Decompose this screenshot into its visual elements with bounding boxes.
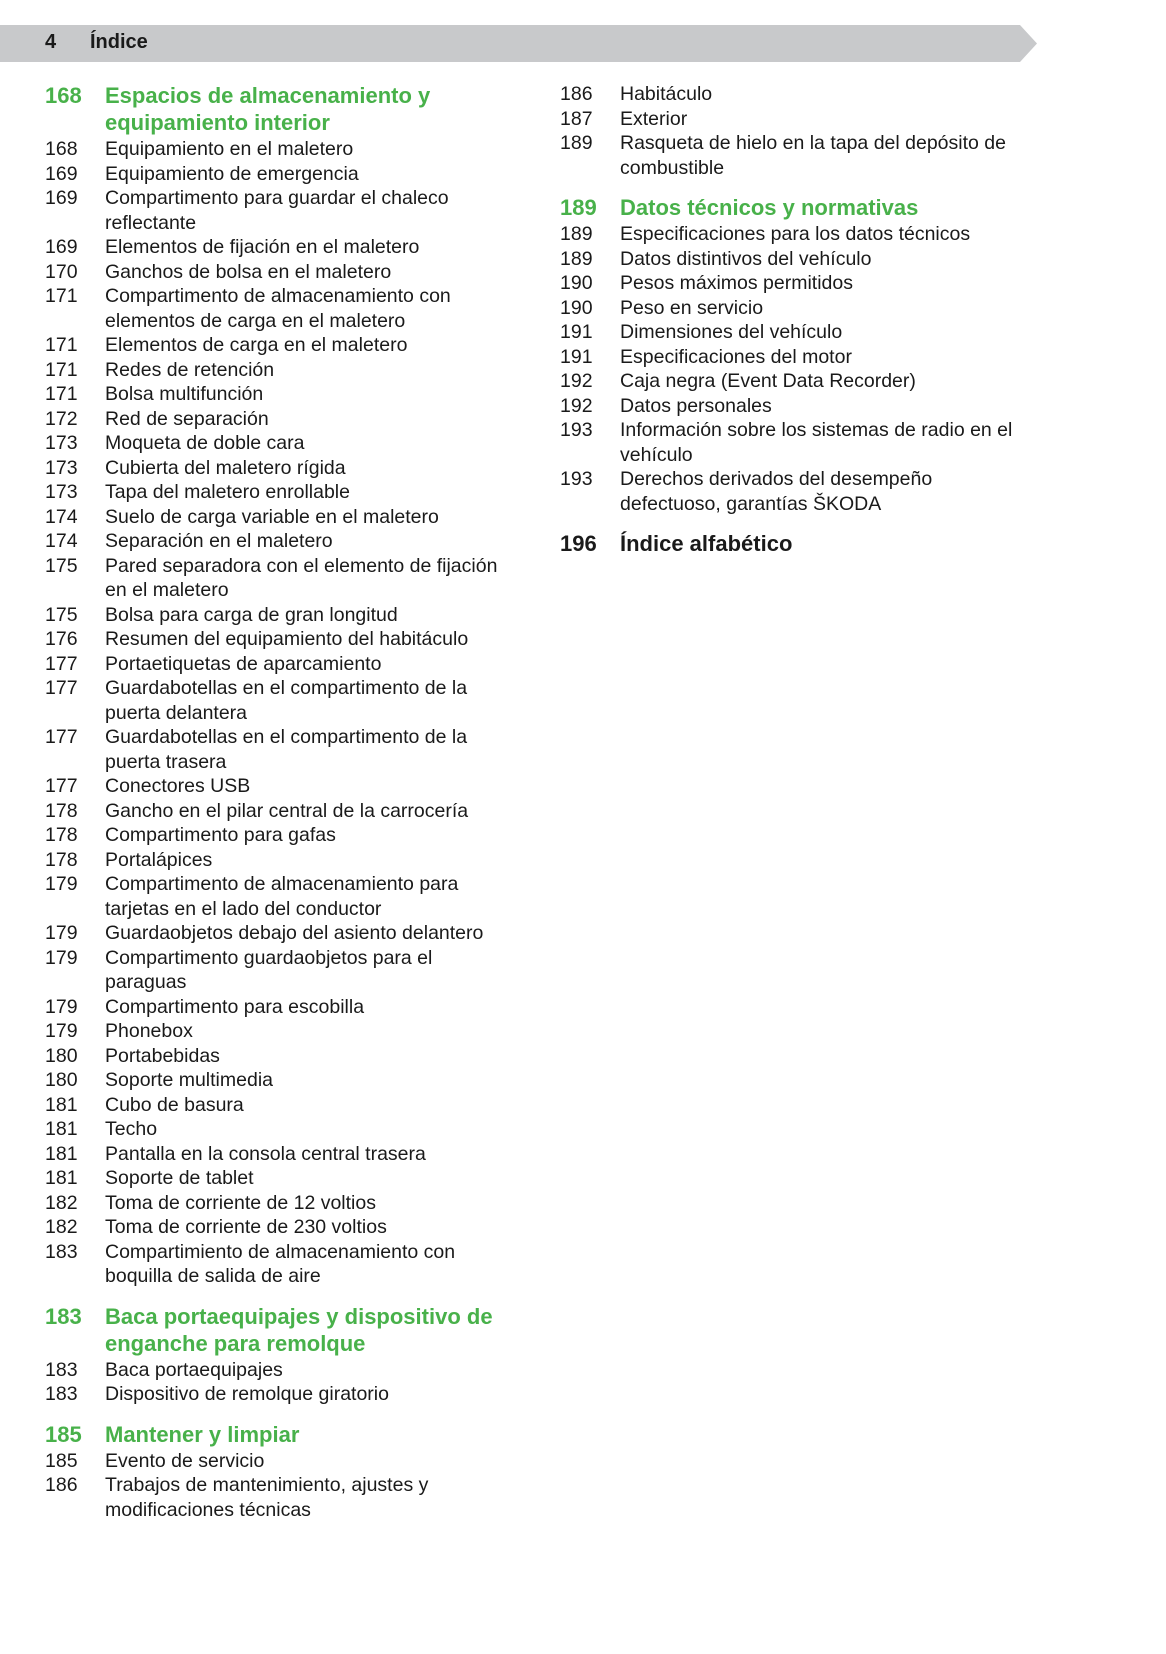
entry-title: Pesos máximos permitidos — [620, 272, 853, 294]
toc-entry[interactable] — [560, 467, 1040, 516]
entry-title: Baca portaequipajes — [105, 1358, 283, 1381]
toc-entry[interactable] — [45, 1044, 525, 1069]
toc-section-heading[interactable] — [45, 82, 525, 136]
toc-entry[interactable] — [45, 186, 525, 235]
entry-page-number: 182 — [45, 1191, 78, 1214]
toc-section — [45, 1303, 525, 1407]
entry-page-number: 189 — [560, 223, 593, 245]
entry-page-number: 177 — [45, 652, 78, 675]
entry-title: Compartimento para escobilla — [105, 995, 365, 1018]
toc-entry[interactable] — [45, 1166, 525, 1191]
toc-entry[interactable] — [560, 320, 1040, 345]
entry-title: Compartimento guardaobjetos para el paraguas — [105, 946, 433, 993]
entry-page-number: 192 — [560, 394, 593, 417]
entry-page-number: 186 — [560, 83, 593, 105]
entry-page-number: 192 — [560, 370, 593, 392]
entry-page-number: 183 — [45, 1240, 78, 1263]
entry-page-number: 181 — [45, 1093, 78, 1116]
entry-page-number: 177 — [45, 775, 78, 797]
toc-section — [560, 194, 1040, 516]
toc-entry[interactable] — [45, 774, 525, 799]
entry-title: Especificaciones del motor — [620, 345, 852, 368]
toc-entry[interactable] — [45, 1358, 525, 1383]
entry-page-number: 185 — [45, 1449, 78, 1472]
toc-entry[interactable] — [45, 1473, 525, 1522]
entry-title: Información sobre los sistemas de radio en el vehículo — [620, 419, 1013, 466]
toc-entry[interactable] — [45, 725, 525, 774]
entry-title: Conectores USB — [105, 775, 251, 797]
toc-entry[interactable] — [45, 1142, 525, 1167]
page-number: 4 — [45, 31, 57, 53]
toc-entry[interactable] — [45, 162, 525, 187]
toc-entry[interactable] — [45, 1382, 525, 1407]
toc-entry[interactable] — [45, 848, 525, 873]
entry-title: Bolsa para carga de gran longitud — [105, 603, 398, 626]
entry-title: Elementos de fijación en el maletero — [105, 236, 420, 258]
toc-section — [45, 82, 525, 1289]
entry-page-number: 190 — [560, 296, 593, 319]
entry-page-number: 183 — [45, 1358, 78, 1381]
entry-page-number: 173 — [45, 432, 78, 454]
section-page-number: 189 — [560, 195, 597, 220]
entry-title: Cubo de basura — [105, 1093, 244, 1116]
entry-page-number: 176 — [45, 628, 78, 650]
toc-entry[interactable] — [45, 1240, 525, 1289]
toc-left-column — [45, 82, 525, 1536]
toc-entry[interactable] — [45, 554, 525, 603]
toc-entry[interactable] — [45, 872, 525, 921]
toc-section — [560, 530, 1040, 557]
toc-entry[interactable] — [560, 247, 1040, 272]
section-page-number: 185 — [45, 1421, 82, 1447]
toc-entry[interactable] — [45, 1093, 525, 1118]
entry-title: Dimensiones del vehículo — [620, 321, 843, 343]
toc-entry[interactable] — [560, 271, 1040, 296]
section-page-number: 168 — [45, 83, 82, 108]
section-title: Baca portaequipajes y dispositivo de enganche para remolque — [105, 1303, 493, 1356]
entry-page-number: 182 — [45, 1216, 78, 1238]
toc-entry[interactable] — [45, 799, 525, 824]
toc-entry[interactable] — [45, 823, 525, 848]
entry-title: Peso en servicio — [620, 296, 764, 319]
entry-page-number: 190 — [560, 272, 593, 294]
section-page-number: 196 — [560, 531, 597, 556]
entry-title: Cubierta del maletero rígida — [105, 456, 346, 479]
section-title: Mantener y limpiar — [105, 1421, 300, 1447]
entry-title: Trabajos de mantenimiento, ajustes y modificaciones técnicas — [105, 1474, 429, 1521]
toc-entry[interactable] — [45, 1019, 525, 1044]
entry-page-number: 189 — [560, 247, 593, 270]
toc-entry[interactable] — [45, 995, 525, 1020]
entry-title: Dispositivo de remolque giratorio — [105, 1383, 389, 1405]
entry-title: Gancho en el pilar central de la carrocería — [105, 799, 469, 822]
entry-page-number: 171 — [45, 334, 78, 356]
entry-page-number: 174 — [45, 530, 78, 552]
entry-title: Compartimento de almacenamiento con elementos de carga en el maletero — [105, 285, 451, 332]
toc-entry[interactable] — [45, 358, 525, 383]
entry-title: Redes de retención — [105, 358, 275, 381]
entry-title: Guardabotellas en el compartimento de la puerta trasera — [105, 726, 468, 773]
entry-title: Phonebox — [105, 1020, 193, 1042]
toc-section-heading[interactable] — [45, 1303, 525, 1357]
entry-title: Compartimento de almacenamiento para tarjetas en el lado del conductor — [105, 873, 459, 920]
toc-entry[interactable] — [45, 603, 525, 628]
entry-title: Suelo de carga variable en el maletero — [105, 505, 439, 528]
entry-page-number: 178 — [45, 799, 78, 822]
toc-entry[interactable] — [45, 921, 525, 946]
toc-entry[interactable] — [45, 260, 525, 285]
toc-entry[interactable] — [45, 382, 525, 407]
entry-page-number: 179 — [45, 1020, 78, 1042]
entry-page-number: 171 — [45, 358, 78, 381]
entry-page-number: 181 — [45, 1118, 78, 1140]
toc-entry[interactable] — [45, 1449, 525, 1474]
entry-title: Toma de corriente de 12 voltios — [105, 1191, 376, 1214]
entry-page-number: 175 — [45, 603, 78, 626]
entry-title: Separación en el maletero — [105, 530, 333, 552]
entry-page-number: 181 — [45, 1142, 78, 1165]
entry-page-number: 179 — [45, 995, 78, 1018]
entry-title: Evento de servicio — [105, 1449, 265, 1472]
entry-title: Toma de corriente de 230 voltios — [105, 1216, 387, 1238]
entry-title: Datos distintivos del vehículo — [620, 247, 872, 270]
toc-entry[interactable] — [45, 529, 525, 554]
toc-entry[interactable] — [560, 82, 1040, 107]
toc-entry[interactable] — [45, 235, 525, 260]
entry-title: Habitáculo — [620, 83, 713, 105]
entry-title: Equipamiento en el maletero — [105, 138, 354, 160]
entry-title: Especificaciones para los datos técnicos — [620, 223, 971, 245]
entry-page-number: 173 — [45, 456, 78, 479]
entry-title: Derechos derivados del desempeño defectuoso, garantías ŠKODA — [620, 468, 933, 515]
entry-title: Portabebidas — [105, 1044, 220, 1067]
entry-page-number: 169 — [45, 236, 78, 258]
entry-page-number: 172 — [45, 407, 78, 430]
entry-page-number: 191 — [560, 321, 593, 343]
entry-page-number: 173 — [45, 481, 78, 503]
section-title: Espacios de almacenamiento y equipamiento interior — [105, 83, 431, 135]
toc-entry[interactable] — [560, 369, 1040, 394]
entry-title: Moqueta de doble cara — [105, 432, 305, 454]
toc-entry[interactable] — [45, 652, 525, 677]
entry-title: Elementos de carga en el maletero — [105, 334, 408, 356]
entry-page-number: 171 — [45, 383, 78, 405]
entry-title: Caja negra (Event Data Recorder) — [620, 370, 916, 392]
entry-page-number: 183 — [45, 1383, 78, 1405]
entry-page-number: 179 — [45, 922, 78, 944]
entry-title: Guardabotellas en el compartimento de la puerta delantera — [105, 677, 468, 724]
entry-page-number: 170 — [45, 260, 78, 283]
entry-title: Rasqueta de hielo en la tapa del depósito de combustible — [620, 132, 1006, 179]
section-title: Índice alfabético — [620, 531, 793, 556]
entry-title: Portaetiquetas de aparcamiento — [105, 652, 382, 675]
entry-page-number: 189 — [560, 132, 593, 154]
entry-title: Exterior — [620, 107, 688, 130]
toc-section-heading[interactable] — [45, 1421, 525, 1448]
toc-entry[interactable] — [560, 131, 1040, 180]
toc-entry[interactable] — [45, 627, 525, 652]
toc-entry[interactable] — [560, 418, 1040, 467]
entry-page-number: 191 — [560, 345, 593, 368]
entry-page-number: 187 — [560, 107, 593, 130]
entry-title: Ganchos de bolsa en el maletero — [105, 260, 392, 283]
page-title: Índice — [90, 31, 148, 53]
entry-page-number: 186 — [45, 1474, 78, 1496]
entry-page-number: 179 — [45, 873, 78, 895]
toc-entry[interactable] — [45, 676, 525, 725]
entry-title: Red de separación — [105, 407, 269, 430]
entry-title: Techo — [105, 1118, 158, 1140]
entry-title: Pared separadora con el elemento de fijación en el maletero — [105, 554, 498, 601]
toc-entry[interactable] — [560, 107, 1040, 132]
entry-page-number: 175 — [45, 554, 78, 577]
entry-title: Resumen del equipamiento del habitáculo — [105, 628, 469, 650]
toc-entry[interactable] — [560, 394, 1040, 419]
entry-title: Soporte multimedia — [105, 1069, 273, 1091]
entry-title: Compartimento para guardar el chaleco reflectante — [105, 187, 449, 234]
entry-page-number: 181 — [45, 1167, 78, 1189]
toc-entry[interactable] — [45, 1191, 525, 1216]
header-bar — [0, 25, 1037, 62]
toc-entry[interactable] — [560, 296, 1040, 321]
entry-title: Guardaobjetos debajo del asiento delantero — [105, 922, 484, 944]
toc-section-heading[interactable] — [560, 530, 1040, 557]
entry-title: Equipamiento de emergencia — [105, 162, 359, 185]
entry-page-number: 178 — [45, 824, 78, 846]
entry-page-number: 169 — [45, 162, 78, 185]
entry-page-number: 179 — [45, 946, 78, 969]
entry-page-number: 178 — [45, 848, 78, 871]
entry-title: Pantalla en la consola central trasera — [105, 1142, 426, 1165]
entry-title: Portalápices — [105, 848, 213, 871]
entry-page-number: 180 — [45, 1069, 78, 1091]
toc-entry[interactable] — [45, 456, 525, 481]
entry-page-number: 174 — [45, 505, 78, 528]
section-page-number: 183 — [45, 1303, 82, 1329]
entry-title: Compartimiento de almacenamiento con boquilla de salida de aire — [105, 1240, 456, 1287]
entry-page-number: 177 — [45, 677, 78, 699]
toc-entry[interactable] — [45, 1068, 525, 1093]
entry-title: Datos personales — [620, 394, 772, 417]
entry-title: Soporte de tablet — [105, 1167, 254, 1189]
entry-page-number: 180 — [45, 1044, 78, 1067]
toc-entry[interactable] — [45, 480, 525, 505]
entry-title: Bolsa multifunción — [105, 383, 264, 405]
toc-entry[interactable] — [45, 284, 525, 333]
toc-entry[interactable] — [45, 333, 525, 358]
toc-entry[interactable] — [45, 1215, 525, 1240]
toc-entry[interactable] — [45, 431, 525, 456]
toc-entry[interactable] — [45, 946, 525, 995]
toc-section-heading[interactable] — [560, 194, 1040, 221]
entry-page-number: 177 — [45, 726, 78, 748]
toc-section — [45, 1421, 525, 1523]
toc-entry[interactable] — [45, 407, 525, 432]
toc-entry[interactable] — [45, 505, 525, 530]
section-title: Datos técnicos y normativas — [620, 195, 919, 220]
toc-section — [560, 82, 1040, 180]
toc-right-column — [560, 82, 1040, 571]
toc-entry[interactable] — [45, 1117, 525, 1142]
entry-title: Tapa del maletero enrollable — [105, 481, 350, 503]
entry-page-number: 193 — [560, 468, 593, 490]
entry-page-number: 193 — [560, 419, 593, 441]
entry-page-number: 171 — [45, 285, 78, 307]
toc-entry[interactable] — [45, 137, 525, 162]
entry-title: Compartimento para gafas — [105, 824, 336, 846]
entry-page-number: 169 — [45, 187, 78, 209]
entry-page-number: 168 — [45, 138, 78, 160]
toc-entry[interactable] — [560, 222, 1040, 247]
toc-entry[interactable] — [560, 345, 1040, 370]
